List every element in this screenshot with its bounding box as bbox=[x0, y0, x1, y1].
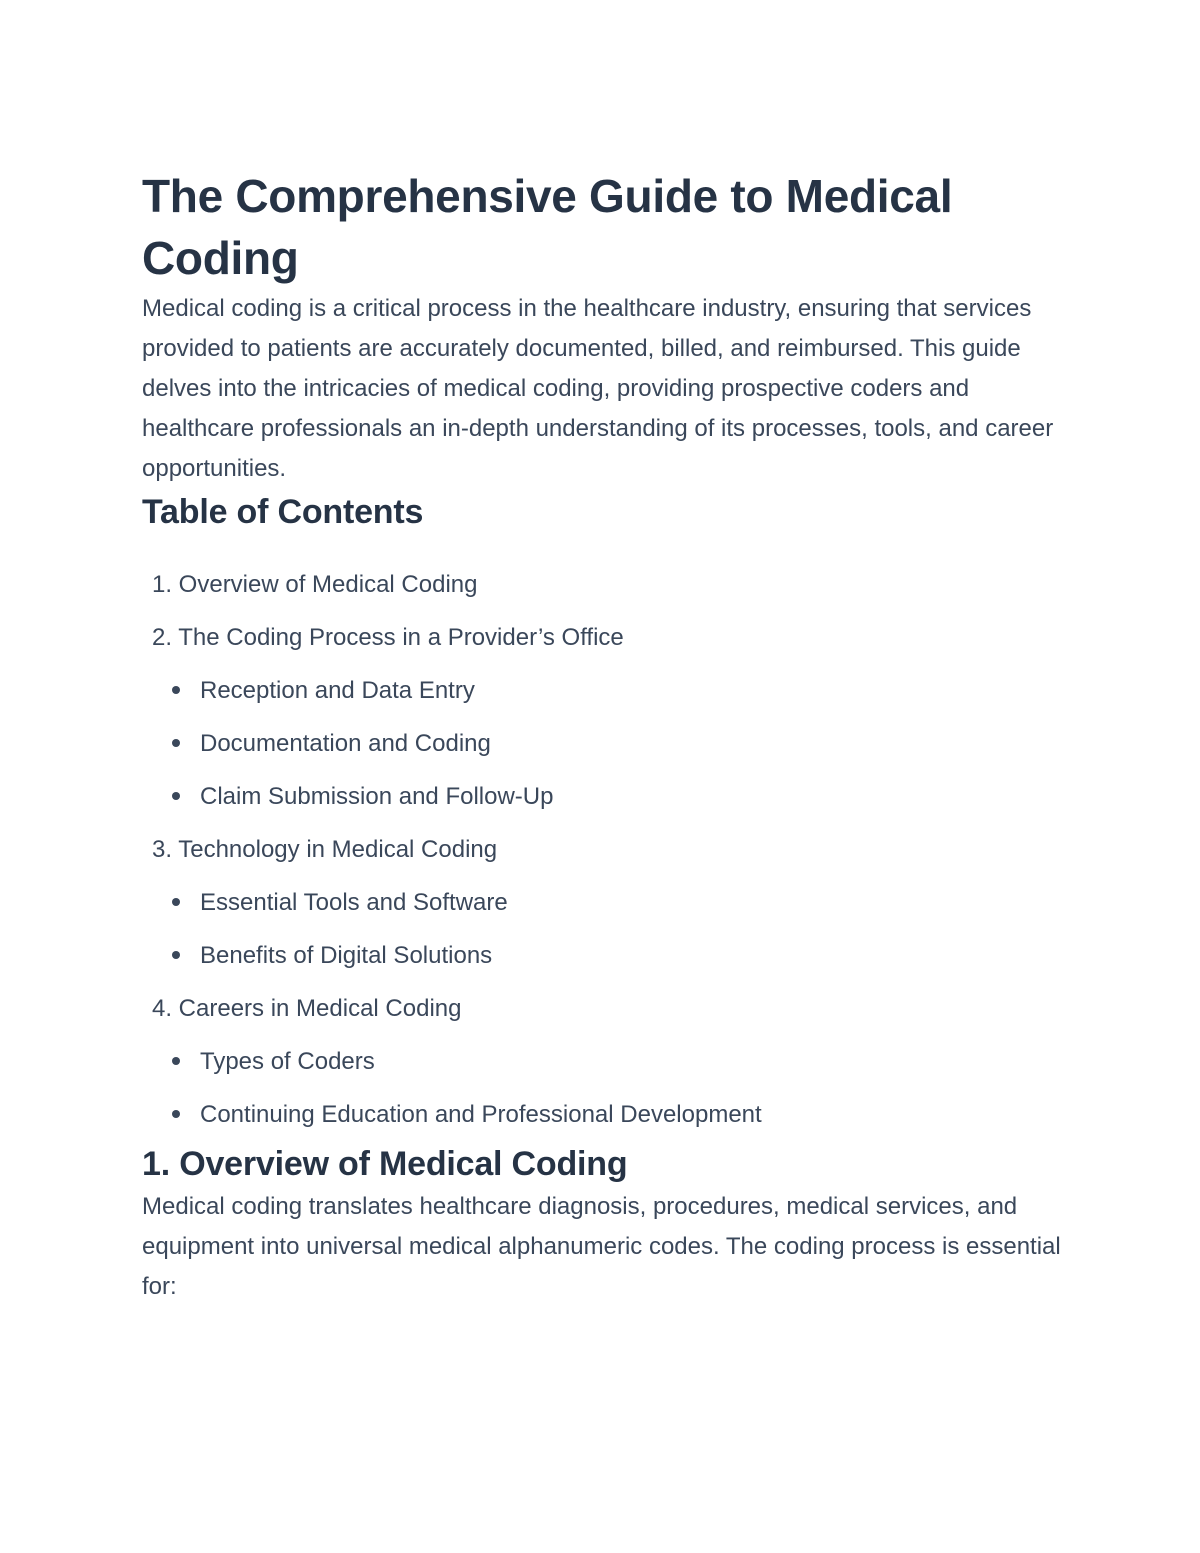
bullet-icon bbox=[172, 739, 180, 747]
toc-subitem-label: Continuing Education and Professional Development bbox=[200, 1101, 762, 1128]
toc-item-number: 3. bbox=[151, 836, 172, 863]
toc-subitem-label: Essential Tools and Software bbox=[200, 889, 508, 916]
page-title: The Comprehensive Guide to Medical Coding bbox=[142, 170, 953, 284]
bullet-icon bbox=[172, 792, 180, 800]
toc-heading: Table of Contents bbox=[142, 493, 424, 531]
toc-subitem-label: Reception and Data Entry bbox=[200, 677, 475, 704]
toc-item-number: 2. bbox=[151, 624, 172, 651]
toc-item-label: Careers in Medical Coding bbox=[178, 995, 462, 1022]
toc-subitem[interactable] bbox=[142, 1088, 1062, 1141]
bullet-icon bbox=[172, 686, 180, 694]
bullet-icon bbox=[172, 1057, 180, 1065]
toc-item[interactable] bbox=[142, 611, 1062, 664]
table-of-contents bbox=[142, 558, 1062, 1141]
toc-item-number: 4. bbox=[151, 995, 172, 1022]
toc-item-label: Technology in Medical Coding bbox=[178, 836, 498, 863]
toc-subitem[interactable] bbox=[142, 876, 1062, 929]
bullet-icon bbox=[172, 898, 180, 906]
toc-subitem[interactable] bbox=[142, 664, 1062, 717]
toc-subitem[interactable] bbox=[142, 770, 1062, 823]
intro-paragraph: Medical coding is a critical process in the healthcare industry, ensuring that services provided to patients are accurately documented, billed, and reimbursed. This guide delves into the intricacies of medical coding, providing prospective coders and healthcare professionals an in-depth understanding of its processes, tools, and career opportunities. bbox=[142, 295, 1054, 482]
toc-item-label: Overview of Medical Coding bbox=[178, 571, 478, 598]
toc-item[interactable] bbox=[142, 982, 1062, 1035]
document-page bbox=[142, 165, 1062, 1307]
toc-subitem-label: Types of Coders bbox=[200, 1048, 375, 1075]
bullet-icon bbox=[172, 1110, 180, 1118]
toc-subitem[interactable] bbox=[142, 717, 1062, 770]
overview-heading: 1. Overview of Medical Coding bbox=[142, 1145, 628, 1183]
toc-subitem-label: Benefits of Digital Solutions bbox=[200, 942, 493, 969]
toc-subitem-label: Claim Submission and Follow-Up bbox=[200, 783, 554, 810]
overview-paragraph: Medical coding translates healthcare diagnosis, procedures, medical services, and equipment into universal medical alphanumeric codes. The coding process is essential for: bbox=[142, 1193, 1061, 1300]
toc-item[interactable] bbox=[142, 823, 1062, 876]
toc-item[interactable] bbox=[142, 558, 1062, 611]
bullet-icon bbox=[172, 951, 180, 959]
toc-subitem[interactable] bbox=[142, 1035, 1062, 1088]
toc-subitem-label: Documentation and Coding bbox=[200, 730, 491, 757]
toc-item-number: 1. bbox=[151, 571, 172, 598]
toc-subitem[interactable] bbox=[142, 929, 1062, 982]
toc-item-label: The Coding Process in a Provider’s Office bbox=[178, 624, 624, 651]
